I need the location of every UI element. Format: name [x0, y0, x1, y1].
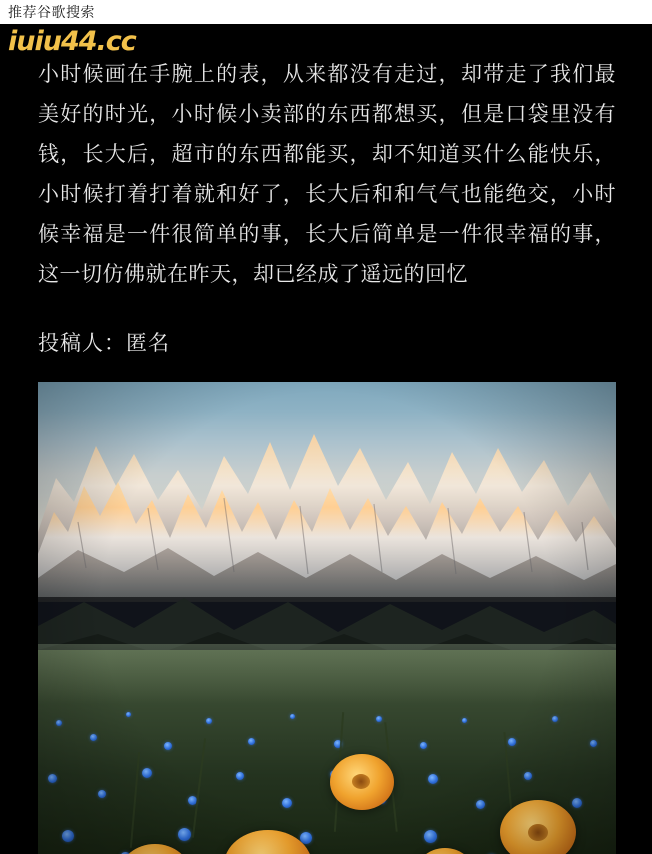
post-content	[0, 24, 652, 854]
recommendation-bar	[0, 0, 652, 24]
post-image	[38, 382, 616, 854]
meadow-haze	[38, 644, 616, 704]
post-body-text: 小时候画在手腕上的表，从来都没有走过，却带走了我们最美好的时光，小时候小卖部的东西都想买，但是口袋里没有钱，长大后，超市的东西都能买，却不知道买什么能快乐，小时候打着打着就和好了，长大后和和气气也能绝交，小时候幸福是一件很简单的事，长大后简单是一件很幸福的事，这一切仿佛就在昨天，却已经成了遥远的回忆	[38, 62, 616, 286]
post-submitter: 投稿人：匿名	[38, 331, 170, 355]
recommendation-label: 推荐谷歌搜索	[8, 4, 95, 20]
scenery-photo	[38, 382, 616, 854]
site-watermark: iuiu44.cc	[8, 26, 136, 57]
